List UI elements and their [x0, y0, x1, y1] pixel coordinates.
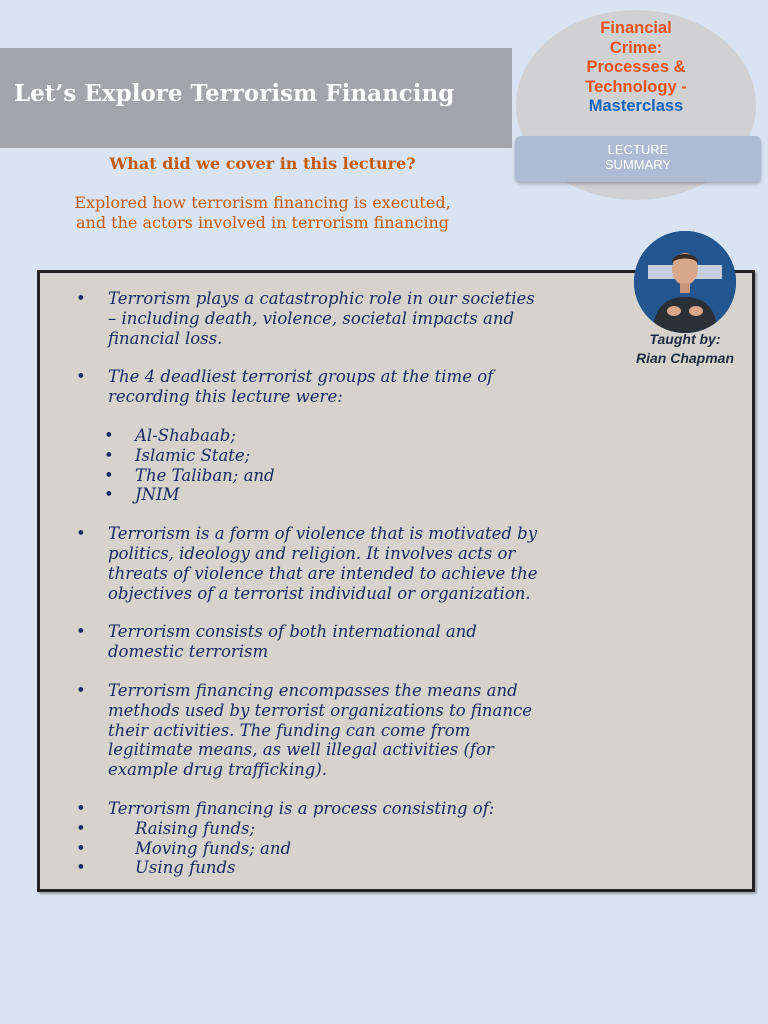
summary-bullet: • Terrorism plays a catastrophic role in our societies – including death, violence, societal impacts and financial loss. — [74, 289, 674, 348]
summary-bullet: • Terrorism financing encompasses the means and methods used by terrorist organizations to finance their activities. The funding can come from legitimate means, as well illegal activities (for example drug trafficking). — [74, 681, 674, 780]
instructor-name: Rian Chapman — [635, 350, 734, 366]
group-item: • Islamic State; — [74, 446, 674, 466]
stage-item: • Using funds — [74, 858, 674, 878]
group-item: • The Taliban; and — [74, 466, 674, 486]
page-title: Let’s Explore Terrorism Financing — [14, 80, 455, 107]
summary-content — [74, 289, 674, 878]
section-heading: What did we cover in this lecture? — [109, 154, 416, 173]
summary-bullet: • Terrorism financing is a process consisting of: — [74, 799, 674, 819]
group-item: • Al-Shabaab; — [74, 426, 674, 446]
group-item: • JNIM — [74, 485, 674, 505]
summary-bullet: • Terrorism is a form of violence that is motivated by politics, ideology and religion. It involves acts or threats of violence that are intended to achieve the objectives of a terrorist individual or organization. — [74, 524, 674, 603]
summary-bullet: • Terrorism consists of both international and domestic terrorism — [74, 622, 674, 662]
stage-item: • Moving funds; and — [74, 839, 674, 859]
lecture-intro: Explored how terrorism financing is executed, and the actors involved in terrorism financing — [74, 193, 451, 232]
course-title: Financial Crime: Processes & Technology - Masterclass — [585, 19, 687, 115]
stage-item: • Raising funds; — [74, 819, 674, 839]
summary-bullet: • The 4 deadliest terrorist groups at the time of recording this lecture were: — [74, 367, 674, 407]
taught-by-label: Taught by: — [649, 331, 721, 347]
lecture-summary-text: LECTURE SUMMARY — [604, 142, 672, 172]
